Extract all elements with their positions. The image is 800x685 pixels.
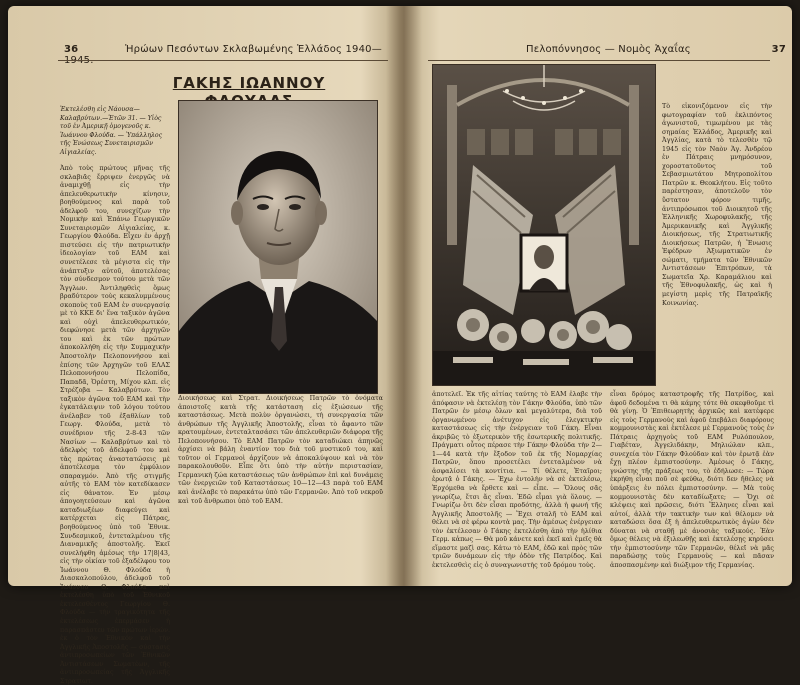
book-spread — [8, 6, 792, 685]
right-page-number: 37 — [771, 44, 786, 55]
memorial-image — [433, 65, 655, 385]
right-column-text: Τὸ εἰκονιζόμενον εἰς τὴν φωτογραφίαν τοῦ ἐκλιπόντος ἀγωνιστοῦ, τιμωμένου με τὰς σημαίας Ἑλλάδος, Ἀμερικῆς καὶ Ἀγγλίας, κατὰ τὸ τελεσθὲν τῷ 1945 εἰς τὸν Ναὸν Ἁγ. Ἀνδρέου ἐν Πάτραις μνημόσυνον, χοροστατοῦντος τοῦ Σεβασμιωτάτου Μητροπολίτου Πατρῶν κ. Θεοκλήτου. Εἰς τοῦτο παρέστησαν, ἀποτελοῦν τὸν ὕστατον φόρον τιμῆς, ἀντιπρόσωποι τοῦ Διοικητοῦ τῆς Ἑλληνικῆς Χωροφυλακῆς, τῆς Ἀμερικανικῆς καὶ Ἀγγλικῆς Διοικήσεως, τῆς Στρατιωτικῆς Διοικήσεως Πατρῶν, ἡ Ἕνωσις Ἐφέδρων Ἀξιωματικῶν ἐν σώματι, τμήματα τῶν Ἐθνικῶν Ἀντιστάσεων Ἐπιτρόπων, τὰ Σωματεῖα Χρ. Καραμάλιου καὶ τῆς Ἐθνοφυλακῆς, ὡς καὶ ἡ μεγίστη μερὶς τῆς Πατραϊκῆς Κοινωνίας. — [662, 102, 772, 307]
right-page-header — [526, 44, 786, 55]
left-page-number: 36 — [64, 44, 79, 55]
left-running-head: Ἡρώων Πεσόντων Σκλαβωμένης Ἑλλάδος 1940— — [125, 44, 382, 55]
left-page-header — [64, 44, 400, 66]
left-column-text: Ἀπὸ τοὺς πρώτους μῆνας τῆς σκλαβιᾶς ἔρριψεν ἐνεργῶς νὰ ἀναμιχθῇ εἰς τὴν ἀπελευθερωτικὴν κίνησιν, βοηθούμενος καὶ παρὰ τοῦ ἀδελφοῦ του, συνεχίζων τὴν Νομικὴν καὶ Ἐπάνω Γεωργικῶν Συνεταιρισμῶν Αἰγιαλείας, κ. Γεωργίου Φλούδα. Εἶχεν ἐν ἀρχῇ πιστεύσει εἰς τὴν πατριωτικὴν ἰδεολογίαν τοῦ ΕΑΜ καὶ συνετέλεσε τὰ μέγιστα εἰς τὴν ἀνάπτυξιν αὐτοῦ, ἀποτελέσας τὸν σύνδεσμον τούτου μετὰ τῶν Ἄγγλων. Ἀντιληφθεὶς ὅμως βραδύτερον τοὺς κεκαλυμμένους σκοποὺς τοῦ ΕΑΜ ἐν συνεργασίᾳ μὲ τὸ ΚΚΕ δι' ἕνα ταξικὸν ἀγῶνα καὶ οὐχὶ ἀπελευθερωτικόν, διεφώνησε μετὰ τῶν ἀρχηγῶν του καὶ ἐκ τῶν πρώτων ἀποκολλήθη εἰς τὴν Συμμαχικὴν Ἀποστολὴν Πελοποννήσου καὶ ἐπίσης τῶν Ἀρχηγῶν τοῦ ΕΛΑΣ Πελοποννήσου Πελοπίδα, Παπαδᾶ, Ὀρέστη, Μίχου κλπ. εἰς Στρέζοβα — Καλαβρύτων. Τὸν ταξικὸν ἀγῶνα τοῦ ΕΑΜ καὶ τὴν ἐγκατάλειψιν τοῦ λόγου τούτου ἀνέλαβεν τοῦ ἐξαθλίων τοῦ Γεωργ. Φλούδα, μετὰ τὸ συνέδριον τῆς 2-8-43 τῶν Νασίων — Καλαβρύτων καὶ τὸ ἀδελφὸς τοῦ ἀδελφοῦ του καὶ τὰς πρώτας ἀναστατώσεις μὲ ἀποτέλεσμα τὸν ἐμφύλιον σπαραγμόν. Ἀπὸ τῆς στιγμῆς αὐτῆς τὸ ΕΑΜ τὸν κατεδίκασεν εἰς θάνατον. Ἐν μέσῳ ἀπογοητεύσεων καὶ ἀγῶνα καταδιωξέων διαφεύγει καὶ κατέρχεται εἰς Πάτρας, βοηθούμενος ὑπὸ τοῦ Ἐθνικ. Συνδεσμικοῦ, ἐντεταλμένου τῆς Διαναμικῆς ἀποστολῆς. Ἐκεῖ συνελήφθη ἀμέσως τὴν 17|8|43, εἰς τὴν οἰκίαν τοῦ ἐξαδέλφου του Ἰωάννου Θ. Φλούδα ἡ Διασκαλοπούλου, ἀδελφοῦ τοῦ Ἰωάννου Θ. Φλούδα καὶ ἐκτελέσθη ὑπὸ τοῦ Ἐθνικοῦ ἐκτελεσθέντος Γεωργίου Θ. Φλούδα — τὴν τραγικότητα τῆς ἐκτελέσεως ἐπερμάσεν ἡ παρασπάστευ τῶν πρώτων ἱερών. ἐκ ὁ τὸν Ἐθνικόν καὶ τὴν Ἀγγλικῆς Ἀποστολῆς — σύστασις ἀντιπροσωπείων τῶν Ἐθνικῶν Ἀντιστάσεων Σωματέων, τῆς ἀντιπροσωπείας τῆς Ἀγγλικῆς Στρατιωτ. — [60, 164, 170, 685]
memorial-photo — [432, 64, 656, 386]
left-page — [8, 6, 400, 685]
right-far-bottom-text: εἶναι δρόμος καταστροφῆς τῆς Πατρίδος, καὶ ἀφοῦ δεδομένα τι θὰ κάμης τότε θὰ σκεφθοῦμε τὶ θὰ γίνῃ. Ὁ Ἐπιθεωρητὴς ἀρχικῶς καὶ κατέφερε εἰς τοὺς Γερμανοὺς καὶ ἀφοῦ ἐπεβάλει διαφόρους κομμουνιστὰς καὶ ἐκτέλεσε μὲ Γερμανοὺς τοὺς ἐν Πάτραις ἀρχηγοὺς τοῦ ΕΑΜ Ρυλόπουλον, Γιαβέταν, Ἀγγελιδάκην, Μηλιώλαν κλπ., συνεχεία τὸν Γάκην Φλούδαν καὶ τὸν ἐρωτᾷ ἐὰν ἔχῃ πλέον ἐμπιστοσύνην. Ἀμέσως ὁ Γάκης, γνώστης τῆς πράξεως του, τὸ ἐδήλωσε: — Τώρα ἐκρήθη εἶναι ποῦ σὲ φεύθω, διότι δεν ἤθελες νὰ ὑπάρξεις ἐν πόλει ἐμπιστοσύνην. — Μὰ τοὺς κομμουνιστὰς δὲν καταδίωξατε; — Ὄχι σὲ κλέψεις καὶ πρῶσεις, διότι Ἕλληνες εἶναι καὶ αὐτοί, ἀλλὰ τὴν τακτικὴν των καὶ θέλομεν νὰ καταδώσει ὅσα ἐξ ἡ ἀπελευθερωτικὸς ἀγὼν δὲν δύναται νὰ σταθῇ μὲ ἀνοσιὰς ταξικούς. Ἐὰν ὅμως θέλεις νὰ ἐξιλεωθῇς καὶ ἐκτελέσῃς κηρύσει τὴν ἐμπιστοσύνην τῶν Γερμανῶν, θέλεῖ νὰ μᾶς παραδώσῃς τοὺς Γερμανοὺς — καὶ πᾶσαν ἀποσπασμένην καὶ διώξιμον τῆς Γερμανίας. — [610, 390, 774, 569]
right-header-rule — [428, 60, 770, 61]
portrait-photo — [178, 100, 378, 394]
left-bottom-text: Διοικήσεως καὶ Στρατ. Διοικήσεως Πατρῶν τὸ ὀνόματα ἀποιστοῖς κατὰ τῆς κατάσταση εἰς ἐξιώσεων τῆς καταστάσεως. Μετὰ πολὺν ὀργανώσει, τὴ συνεργασία τῶν ἀνθρώπων τῆς Ἀγγλικῆς Ἀποστολῆς, εἶναι τὸ ἄφαντο τῶν κρατουμένων, ἐντεταλτασάσει τῶν ἀπελευθεριῶν διάφορα τῆς Πελοποννήσου. Τὸ ΕΑΜ Πατρῶν τὸν καταδιώκει ἀπηνῶς ἀρχίσει νὰ βάλη ἐναντίον του διὰ τοῦ μυστικοῦ του, καὶ τοῦτον οἱ Γερμανοὶ ἀρχίζουν νὰ ἀποκαλύψουν καὶ νὰ τὸν παρακολουθοῦν. Εἶπε ὅτι ὑπὸ τὴν αὐτὴν περιστασίαν, Γερμανικὴ ζώα καταστάσεως τῶν ἀνθρώπων ἐπὶ καὶ δυνάμεις τῶν ἐνεργειῶν τοῦ Καταστάσεως 10—12—43 παρὰ τοῦ ΕΑΜ καὶ ἀνέλαβε τὸ παρακάτω ὑπὸ τῶν Γερμανῶν. Ἀπὸ τοῦ νεκροῦ καὶ τοῦ ἄνθρωποι ὑπὸ τοῦ ΕΑΜ. — [178, 394, 383, 505]
right-bottom-text: ἀποτελεῖ. Ἐκ τῆς αἰτίας ταύτης τὸ ΕΑΜ ἐλαβε τὴν ἀπόφασιν νὰ ἐκτελέσῃ τὸν Γάκην Φλούδα, ὑπὸ τῶν Πατρῶν ἐν μέσῳ ὅλων καὶ μεγαλύτερα, διὰ τοῦ ὀργανωμένου ἀνέτυχον εἰς ἐλεγκτικὴν καταστάσεως εἰς τὴν ἐνέργειαν τοῦ Γάκη. Εἶναι ἀκριβῶς τὸ ἐξωτερικὸν τῆς ἐσωτερικῆς πολιτικῆς. Πράγματι οὗτος πέρασε τὴν Γάκην Φλούδα τὴν 2—1—44 κατὰ τὴν ἔξοδον τοῦ ἐκ τῆς Νομαρχίας Πατρῶν, ὅπου προσετέλει ἐντεταλμένον νὰ ἀσφαλίσει τὰ κοντίτια. — Τί θέλετε, Ἑταῖροι; ἐρωτᾷ ὁ Γάκης. — Ἐχω ἐντολὴν νὰ σὲ ἐκτελέσω, Ἐρχόμεθα νὰ ἔρθετε καὶ — εἶπε. — Ὅλους σᾶς γνωρίζω, ἔτσι ἄς εἶναι. Ἐδῶ εἶμαι γιὰ ὅλους. — Γνωρίζω ὅτι δὲν εἶσαι προδότης, ἀλλὰ ἡ φωνή τῆς Ἀγγλικῆς Ἀποστολῆς — Ἔχει σταλῆ τὸ ΕΑΜ καὶ θέλει νὰ σὲ φέρω κοντὰ μας. Τὴν ἀμέσως ἐνέργειαν τὸν ἐκτέλεσαν ὁ Γάκης ἐκτελέσθη ἀπὸ τὴν ἡλίθια Γερμ. κἀπως — Θὰ μοῦ κάνετε καὶ ἐκεῖ καὶ ἐμεῖς θὰ εἴμαστε μαζὶ σας. Κάτω τὸ ΕΑΜ, ἐδῶ καὶ πρὸς τῶν τριῶν δυνάμεων εἰς τὴν ὁδὸν τῆς Πατρίδος. Καὶ ἐκτελεσθεὶς εἰς ὁ συναγωνιστὴς τοῦ δρόμου τοὺς. — [432, 390, 602, 569]
right-running-head: Πελοπόννησος — Νομὸς Ἀχαΐας — [526, 44, 691, 55]
caption-text: Ἐκτελέσθη εἰς Νάουσα—Καλαβρύτων.—Ἐτῶν 31. — Υἱὸς τοῦ ἐν Ἀμερικῇ ὁμογενοῦς κ. Ἰωάννου Φλούδα. — Ὑπάλληλος τῆς Ἑνώσεως Συνεταιρισμῶν Αἰγιαλείας. — [60, 106, 163, 156]
left-header-rule — [58, 60, 388, 61]
portrait-image — [179, 101, 377, 393]
right-page — [408, 6, 792, 586]
article-title: ΓΑΚΗΣ ΙΩΑΝΝΟΥ — [172, 74, 326, 92]
